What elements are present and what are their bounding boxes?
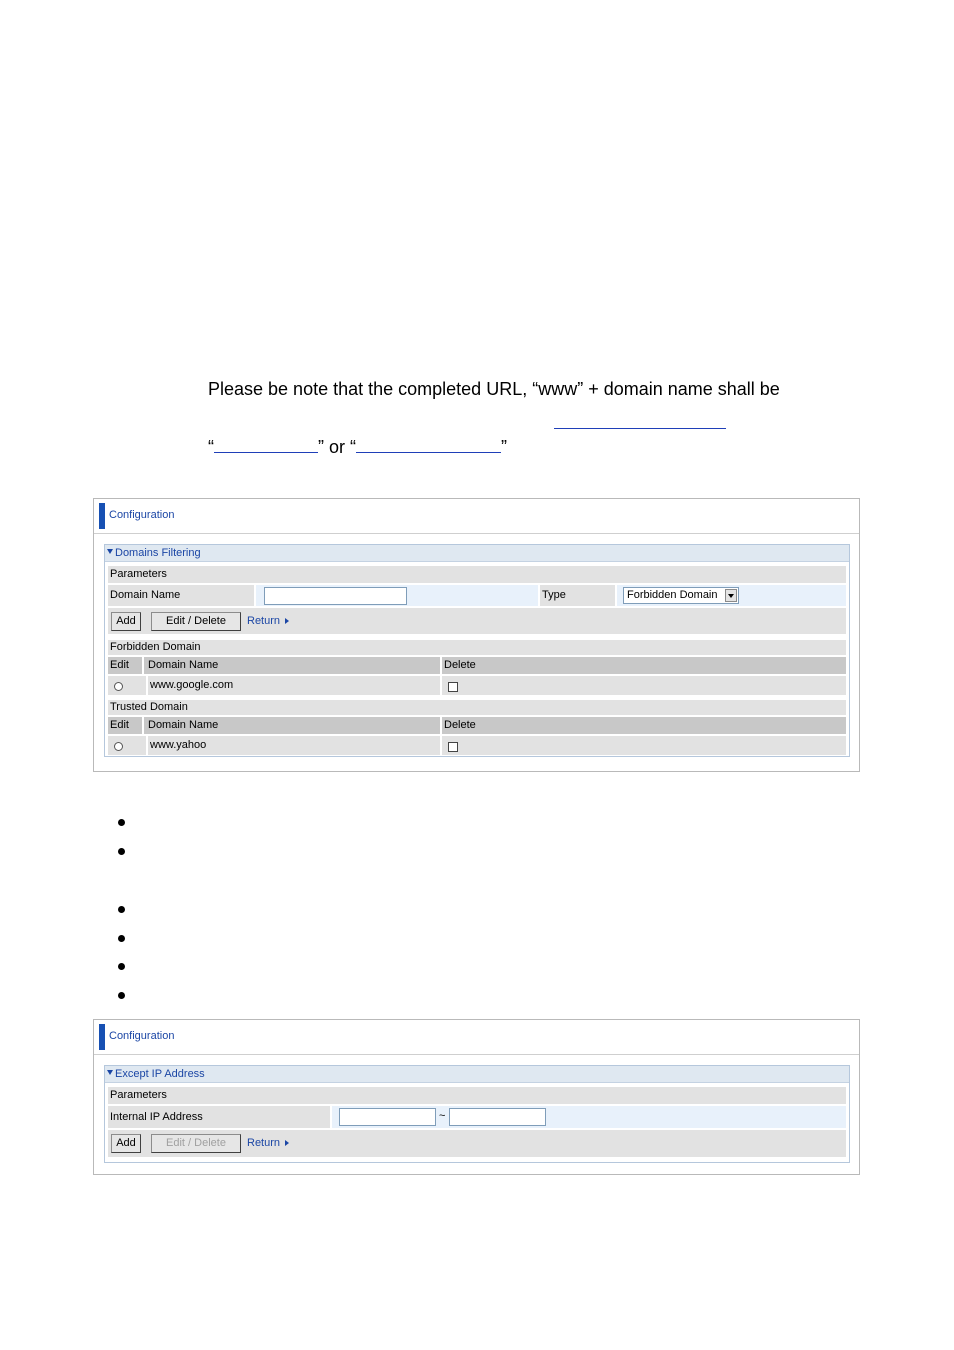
bullet-1	[118, 819, 125, 826]
collapse-triangle-icon	[107, 549, 113, 554]
except-ip-header[interactable]	[105, 1066, 849, 1083]
blank-underline-3	[356, 451, 501, 453]
button-row	[108, 1130, 846, 1157]
config-title: Configuration	[109, 509, 175, 521]
chevron-down-icon[interactable]	[725, 589, 737, 602]
type-label: Type	[540, 585, 615, 606]
internal-ip-label: Internal IP Address	[108, 1106, 330, 1128]
bullet-6	[118, 992, 125, 999]
range-separator: ~	[439, 1110, 446, 1122]
arrow-right-icon	[285, 618, 289, 624]
config-accent-bar	[99, 503, 105, 529]
forbidden-domain-title: Forbidden Domain	[110, 641, 201, 653]
col-delete: Delete	[444, 719, 476, 731]
col-edit: Edit	[108, 657, 144, 674]
parameters-row	[108, 1087, 846, 1104]
configuration-panel-domains	[93, 498, 860, 772]
bullet-2	[118, 848, 125, 855]
button-row	[108, 608, 846, 634]
close-quote: ”	[501, 437, 507, 457]
blank-underline-1	[554, 427, 726, 429]
edit-delete-button[interactable]: Edit / Delete	[151, 612, 241, 631]
arrow-right-icon	[285, 1140, 289, 1146]
return-link[interactable]: Return	[247, 1134, 289, 1153]
table-row	[108, 736, 846, 755]
section-title: Except IP Address	[115, 1068, 205, 1080]
parameters-row	[108, 566, 846, 583]
blank-underline-2	[214, 451, 318, 453]
or-text: ” or “	[318, 437, 356, 457]
forbidden-domain-title-row	[108, 640, 846, 655]
domains-filtering-section	[104, 544, 850, 757]
config-accent-bar	[99, 1024, 105, 1050]
delete-cell-divider	[440, 676, 442, 695]
domain-name-row	[108, 585, 846, 606]
type-select[interactable]	[623, 587, 739, 604]
col-delete: Delete	[444, 659, 476, 671]
parameters-label: Parameters	[110, 568, 167, 580]
return-link[interactable]: Return	[247, 612, 289, 631]
bullet-5	[118, 963, 125, 970]
parameters-label: Parameters	[110, 1089, 167, 1101]
delete-checkbox[interactable]	[448, 742, 458, 752]
collapse-triangle-icon	[107, 1070, 113, 1075]
delete-checkbox[interactable]	[448, 682, 458, 692]
trusted-domain-title-row	[108, 700, 846, 715]
col-domain-name: Domain Name	[146, 717, 442, 734]
delete-cell-divider	[440, 736, 442, 755]
note-line-1: Please be note that the completed URL, “www” + domain name shall be	[208, 379, 780, 399]
domain-name-input[interactable]	[264, 587, 407, 605]
forbidden-header-row	[108, 657, 846, 674]
edit-delete-button[interactable]: Edit / Delete	[151, 1134, 241, 1153]
add-button[interactable]: Add	[111, 612, 141, 631]
open-quote: “	[208, 437, 214, 457]
domain-cell: www.google.com	[146, 676, 233, 695]
edit-radio[interactable]	[114, 742, 123, 751]
trusted-header-row	[108, 717, 846, 734]
edit-radio[interactable]	[114, 682, 123, 691]
bullet-4	[118, 935, 125, 942]
domain-cell: www.yahoo	[146, 736, 206, 755]
configuration-panel-except-ip	[93, 1019, 860, 1175]
section-title: Domains Filtering	[115, 547, 201, 559]
note-line-2	[208, 437, 507, 458]
config-header	[94, 499, 859, 534]
add-button[interactable]: Add	[111, 1134, 141, 1153]
trusted-domain-title: Trusted Domain	[110, 701, 188, 713]
table-row	[108, 676, 846, 695]
col-domain-name: Domain Name	[146, 657, 442, 674]
bullet-3	[118, 906, 125, 913]
domain-name-label: Domain Name	[108, 585, 254, 606]
ip-start-input[interactable]	[339, 1108, 436, 1126]
except-ip-section	[104, 1065, 850, 1163]
col-edit: Edit	[108, 717, 144, 734]
ip-end-input[interactable]	[449, 1108, 546, 1126]
config-title: Configuration	[109, 1030, 175, 1042]
domains-filtering-header[interactable]	[105, 545, 849, 562]
internal-ip-row	[108, 1106, 846, 1128]
type-selected-value: Forbidden Domain	[627, 589, 718, 601]
config-header	[94, 1020, 859, 1055]
